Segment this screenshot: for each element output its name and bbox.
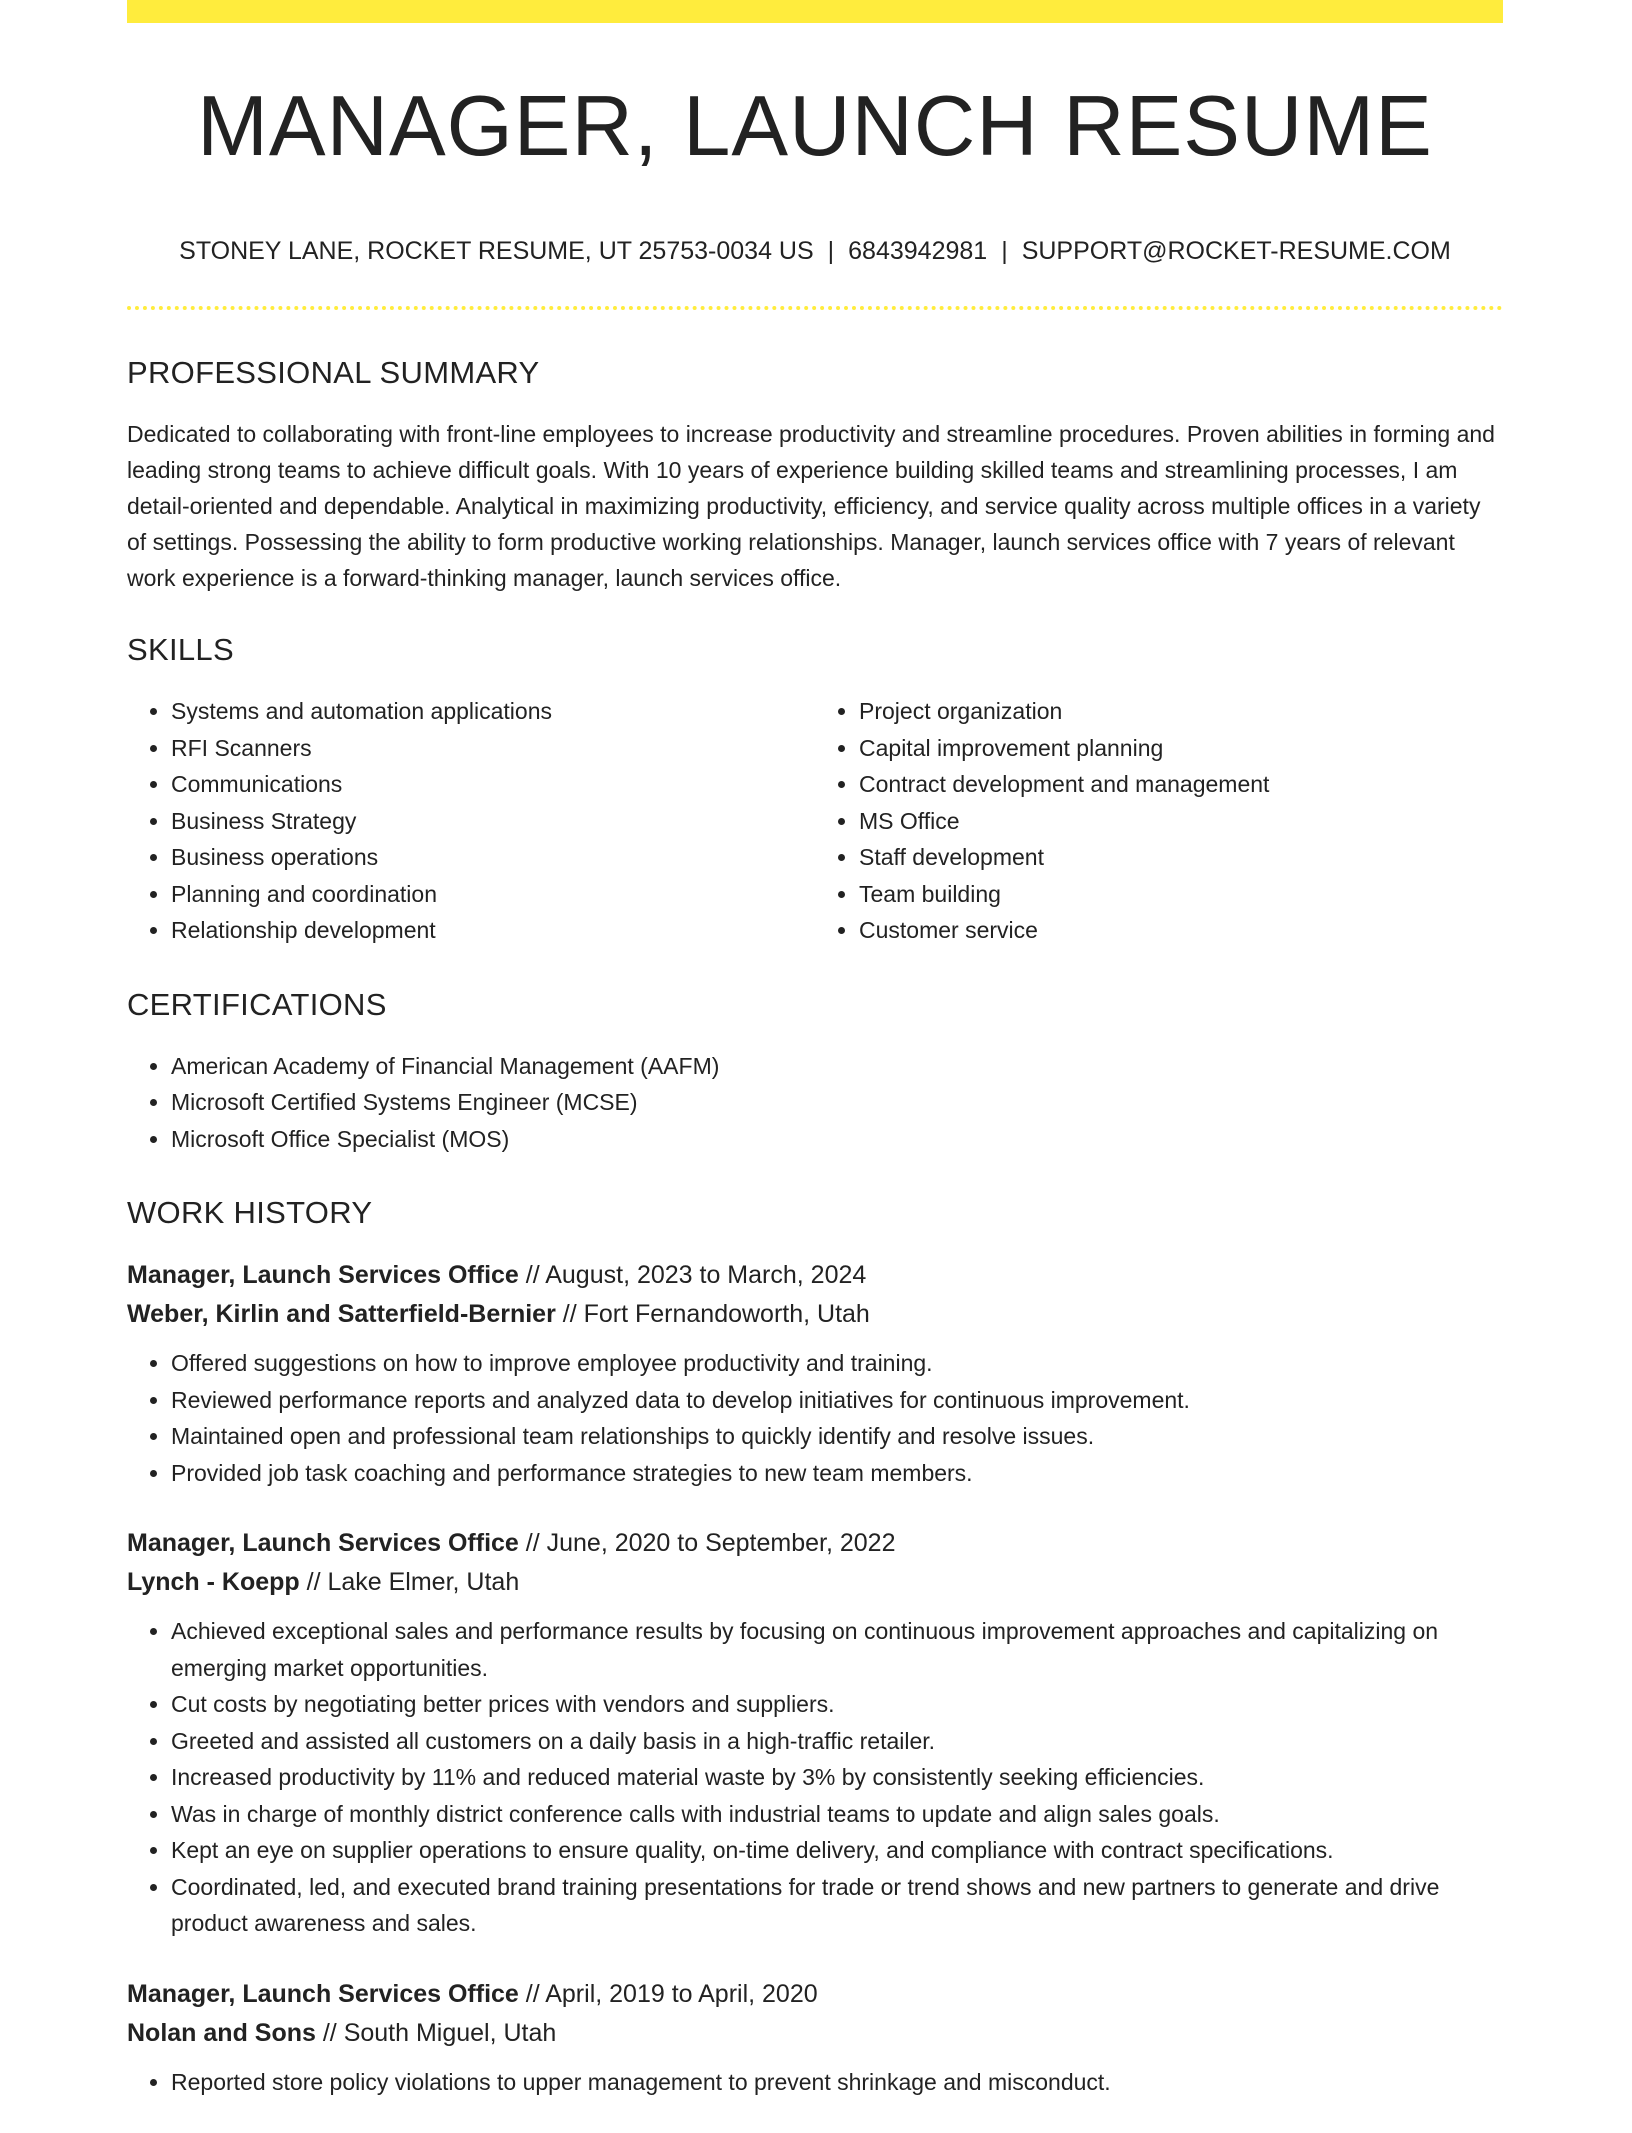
job-bullet: • Maintained open and professional team relationships to quickly identify and resolve issues.: [171, 1418, 1503, 1455]
job-bullet: • Coordinated, led, and executed brand training presentations for trade or trend shows and new partners to generate and drive product awareness and sales.: [171, 1869, 1503, 1942]
job-title-line: [127, 1975, 1503, 2014]
work-history-heading: WORK HISTORY: [127, 1195, 373, 1230]
job-location: // South Miguel, Utah: [315, 2018, 557, 2047]
accent-top-bar: [127, 0, 1503, 23]
certification-item: • American Academy of Financial Management (AAFM): [171, 1048, 1503, 1085]
skill-item: • Relationship development: [171, 912, 815, 949]
job-dates: // June, 2020 to September, 2022: [518, 1529, 896, 1557]
summary-text: Dedicated to collaborating with front-line employees to increase productivity and streamline procedures. Proven abilities in forming and leading strong teams to achieve difficult goals. With 10 years of experience building skilled teams and streamlining processes, I am detail-oriented and dependable. Analytical in maximizing productivity, efficiency, and service quality across multiple offices in a variety of settings. Possessing the ability to form productive working relationships. Manager, launch services office with 7 years of relevant work experience is a forward-thinking manager, launch services office.: [127, 421, 1495, 591]
job-dates: // April, 2019 to April, 2020: [518, 1979, 818, 2008]
summary-heading: PROFESSIONAL SUMMARY: [127, 355, 540, 390]
job-company: Lynch - Koepp: [127, 1568, 300, 1596]
summary-section: [127, 355, 1503, 596]
job-title: Manager, Launch Services Office: [127, 1261, 519, 1289]
job-bullets: [127, 2064, 1503, 2101]
job-bullet: • Kept an eye on supplier operations to ensure quality, on-time delivery, and compliance with contract specifications.: [171, 1832, 1503, 1869]
job-bullets: [127, 1345, 1503, 1491]
job-entry: [127, 1975, 1503, 2101]
skill-item: • Systems and automation applications: [171, 693, 815, 730]
skill-item: • Team building: [859, 876, 1503, 913]
skills-heading: SKILLS: [127, 632, 234, 667]
certifications-list: [127, 1048, 1503, 1158]
job-bullet: • Provided job task coaching and performance strategies to new team members.: [171, 1455, 1503, 1492]
job-bullet: • Increased productivity by 11% and reduced material waste by 3% by consistently seeking efficiencies.: [171, 1759, 1503, 1796]
skill-item: • Business Strategy: [171, 803, 815, 840]
job-bullet: • Reviewed performance reports and analyzed data to develop initiatives for continuous improvement.: [171, 1382, 1503, 1419]
skill-item: • Business operations: [171, 839, 815, 876]
dotted-divider: [127, 306, 1503, 310]
job-bullet: • Cut costs by negotiating better prices with vendors and suppliers.: [171, 1686, 1503, 1723]
skill-item: • Project organization: [859, 693, 1503, 730]
job-location: // Fort Fernandoworth, Utah: [555, 1300, 870, 1328]
contact-email: SUPPORT@ROCKET-RESUME.COM: [1021, 237, 1451, 265]
job-bullet: • Was in charge of monthly district conference calls with industrial teams to update and align sales goals.: [171, 1796, 1503, 1833]
skills-section: [127, 632, 1503, 949]
job-company: Weber, Kirlin and Satterfield-Bernier: [127, 1300, 556, 1328]
resume-body: [127, 355, 1503, 2133]
job-title-line: [127, 1256, 1503, 1295]
skills-list-right: [815, 693, 1503, 949]
job-title: Manager, Launch Services Office: [127, 1529, 519, 1557]
job-company: Nolan and Sons: [127, 2018, 316, 2047]
job-entry: [127, 1256, 1503, 1491]
skill-item: • Capital improvement planning: [859, 730, 1503, 767]
skill-item: • Planning and coordination: [171, 876, 815, 913]
certifications-heading: CERTIFICATIONS: [127, 986, 387, 1022]
job-title: Manager, Launch Services Office: [127, 1979, 519, 2008]
job-entry: [127, 1524, 1503, 1942]
certifications-section: [127, 987, 1503, 1158]
job-bullet: • Reported store policy violations to upper management to prevent shrinkage and misconduct.: [171, 2064, 1503, 2101]
job-company-line: [127, 1295, 1503, 1334]
skills-columns: [127, 693, 1503, 949]
skill-item: • Communications: [171, 766, 815, 803]
skill-item: • MS Office: [859, 803, 1503, 840]
skills-list-left: [127, 693, 815, 949]
job-company-line: [127, 2014, 1503, 2053]
job-title-line: [127, 1524, 1503, 1563]
certification-item: • Microsoft Office Specialist (MOS): [171, 1121, 1503, 1158]
contact-separator: |: [1001, 237, 1008, 265]
job-dates: // August, 2023 to March, 2024: [518, 1261, 867, 1289]
contact-line: [127, 237, 1503, 266]
job-bullets: [127, 1613, 1503, 1942]
job-location: // Lake Elmer, Utah: [299, 1568, 520, 1596]
job-bullet: • Offered suggestions on how to improve employee productivity and training.: [171, 1345, 1503, 1382]
certification-item: • Microsoft Certified Systems Engineer (MCSE): [171, 1084, 1503, 1121]
skill-item: • Staff development: [859, 839, 1503, 876]
contact-phone: 6843942981: [848, 237, 988, 265]
skill-item: • Contract development and management: [859, 766, 1503, 803]
job-company-line: [127, 1563, 1503, 1602]
job-bullet: • Greeted and assisted all customers on a daily basis in a high-traffic retailer.: [171, 1723, 1503, 1760]
skill-item: • Customer service: [859, 912, 1503, 949]
skill-item: • RFI Scanners: [171, 730, 815, 767]
resume-title: MANAGER, LAUNCH RESUME: [197, 79, 1433, 174]
work-history-section: [127, 1195, 1503, 2100]
contact-address: STONEY LANE, ROCKET RESUME, UT 25753-0034 US: [179, 237, 814, 265]
contact-separator: |: [827, 237, 835, 265]
job-bullet: • Achieved exceptional sales and performance results by focusing on continuous improvement approaches and capitalizing on emerging market opportunities.: [171, 1613, 1503, 1686]
